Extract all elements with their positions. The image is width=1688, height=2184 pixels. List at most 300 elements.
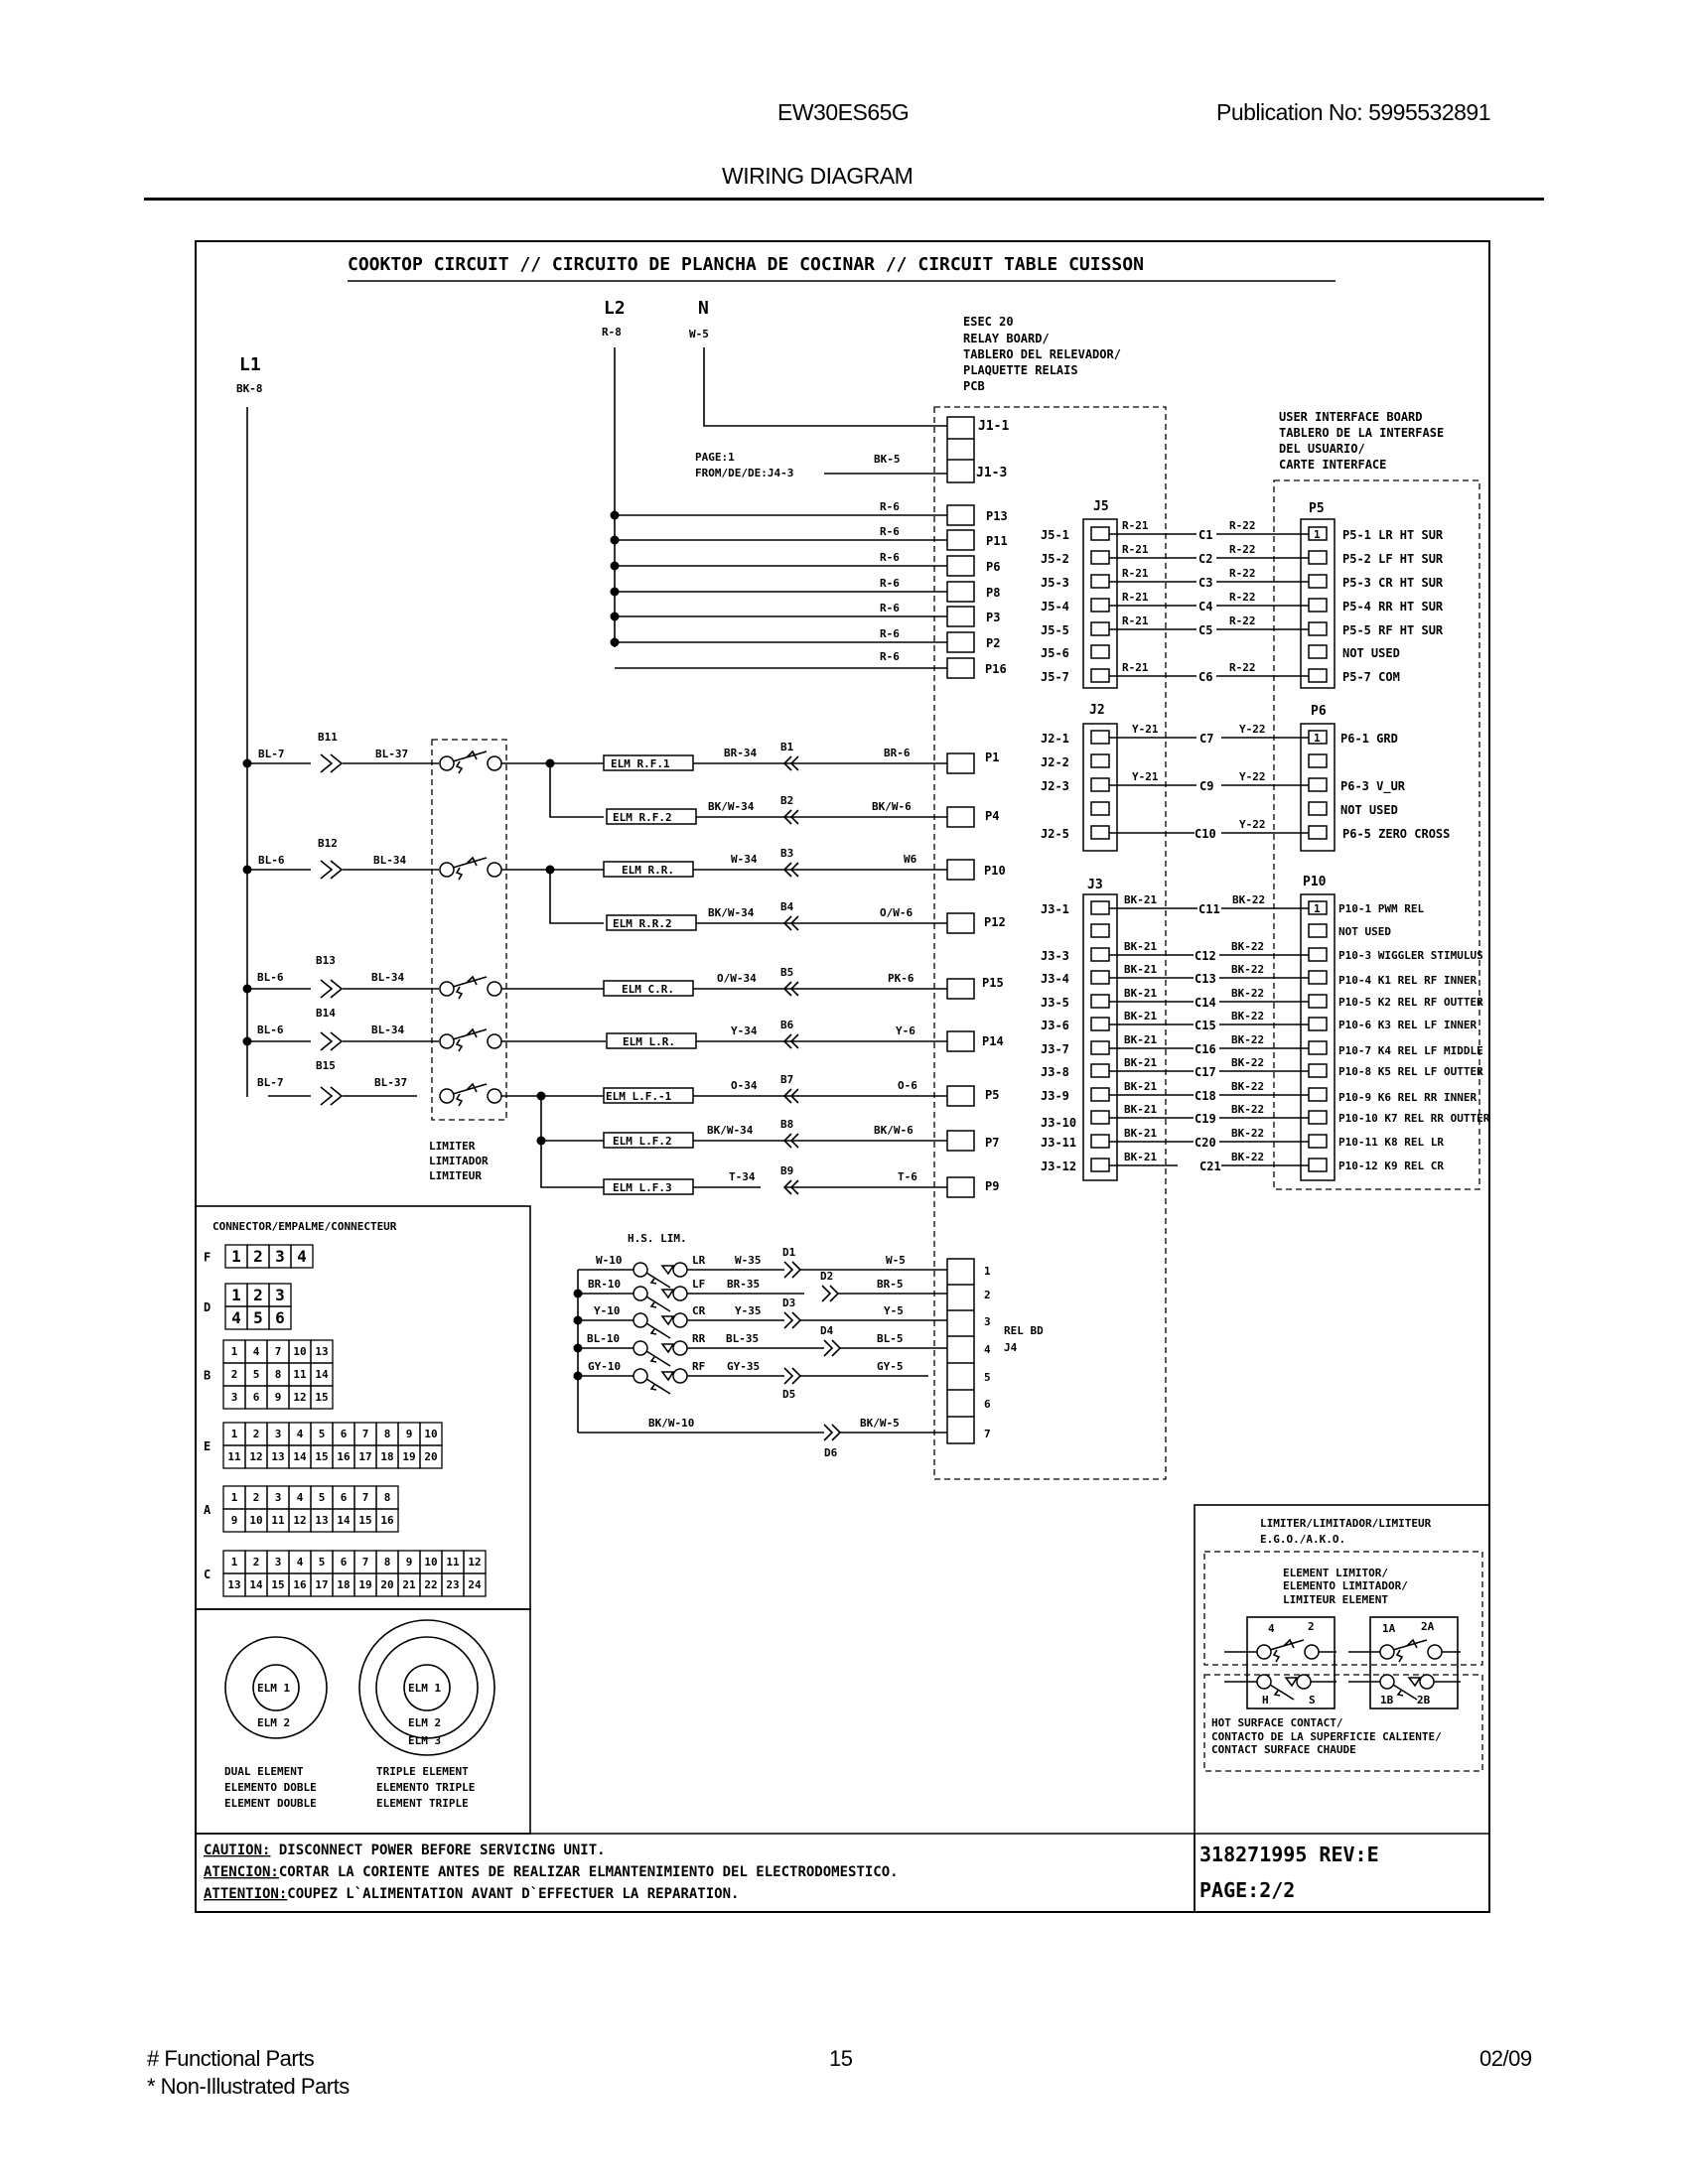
svg-text:17: 17 <box>315 1578 329 1591</box>
svg-text:P13: P13 <box>986 509 1008 523</box>
svg-text:D1: D1 <box>782 1246 796 1259</box>
svg-text:P10-1 PWM REL: P10-1 PWM REL <box>1338 902 1425 915</box>
svg-text:REL BD: REL BD <box>1004 1324 1044 1337</box>
svg-text:R-6: R-6 <box>880 500 900 513</box>
svg-text:R-6: R-6 <box>880 602 900 614</box>
svg-text:C13: C13 <box>1195 972 1216 986</box>
svg-text:9: 9 <box>274 1391 282 1404</box>
j1-1-label: J1-1 <box>978 419 1010 434</box>
svg-text:BR-10: BR-10 <box>588 1278 622 1291</box>
svg-text:BK-21: BK-21 <box>1124 1033 1158 1046</box>
svg-text:BK-21: BK-21 <box>1124 893 1158 906</box>
limiter-legend <box>1204 1517 1482 1771</box>
svg-text:LIMITADOR: LIMITADOR <box>429 1155 489 1167</box>
svg-text:6: 6 <box>340 1428 348 1440</box>
svg-text:7: 7 <box>361 1556 369 1569</box>
svg-text:J3-9: J3-9 <box>1041 1089 1069 1103</box>
svg-text:B3: B3 <box>780 847 794 860</box>
page-indicator: PAGE:2/2 <box>1199 1878 1296 1902</box>
svg-text:1: 1 <box>1314 732 1321 745</box>
svg-text:BL-35: BL-35 <box>726 1332 760 1345</box>
svg-text:CONTACTO DE LA SUPERFICIE CALI: CONTACTO DE LA SUPERFICIE CALIENTE/ <box>1211 1730 1442 1743</box>
svg-text:12: 12 <box>293 1391 307 1404</box>
svg-text:14: 14 <box>315 1368 329 1381</box>
svg-text:B8: B8 <box>780 1118 794 1131</box>
svg-text:P5-1 LR HT SUR: P5-1 LR HT SUR <box>1342 528 1444 542</box>
svg-text:P11: P11 <box>986 534 1008 548</box>
svg-text:BK/W-34: BK/W-34 <box>707 1124 754 1137</box>
svg-text:15: 15 <box>358 1514 372 1527</box>
ui-board-label <box>1279 410 1444 472</box>
svg-text:11: 11 <box>446 1556 460 1569</box>
svg-text:P10-6 K3 REL LF INNER: P10-6 K3 REL LF INNER <box>1338 1019 1477 1031</box>
svg-text:C: C <box>204 1568 211 1581</box>
svg-text:BK-21: BK-21 <box>1124 963 1158 976</box>
svg-text:C19: C19 <box>1195 1112 1216 1126</box>
relay-board-label <box>963 315 1121 393</box>
svg-text:3: 3 <box>275 1286 285 1304</box>
svg-text:CAUTION: DISCONNECT POWER BEFO: CAUTION: DISCONNECT POWER BEFORE SERVICING UNIT. <box>204 1843 606 1858</box>
svg-text:BK-22: BK-22 <box>1231 987 1265 1000</box>
svg-text:C17: C17 <box>1195 1065 1216 1079</box>
svg-text:24: 24 <box>468 1578 482 1591</box>
svg-text:C7: C7 <box>1199 732 1214 746</box>
svg-text:5: 5 <box>318 1428 326 1440</box>
svg-text:P3: P3 <box>986 611 1001 624</box>
footer-date: 02/09 <box>1479 2046 1532 2071</box>
svg-text:BL-34: BL-34 <box>371 1024 405 1036</box>
svg-text:LIMITEUR ELEMENT: LIMITEUR ELEMENT <box>1283 1593 1388 1606</box>
svg-text:2: 2 <box>1308 1620 1315 1633</box>
svg-text:BK-22: BK-22 <box>1231 1151 1265 1163</box>
j5-label: J5 <box>1093 499 1109 514</box>
svg-text:2: 2 <box>252 1428 260 1440</box>
svg-text:1: 1 <box>230 1556 238 1569</box>
svg-text:12: 12 <box>249 1450 263 1463</box>
svg-text:13: 13 <box>227 1578 241 1591</box>
p5-label: P5 <box>1309 501 1325 516</box>
svg-text:4: 4 <box>231 1308 241 1327</box>
svg-text:BK-22: BK-22 <box>1231 1010 1265 1023</box>
svg-text:P5-7 COM: P5-7 COM <box>1342 670 1400 684</box>
svg-text:P5: P5 <box>985 1088 1000 1102</box>
svg-text:P10-12 K9 REL CR: P10-12 K9 REL CR <box>1338 1160 1444 1172</box>
svg-text:Y-5: Y-5 <box>884 1304 904 1317</box>
svg-text:H.S. LIM.: H.S. LIM. <box>628 1232 687 1245</box>
svg-text:B11: B11 <box>318 731 338 744</box>
svg-text:6: 6 <box>252 1391 260 1404</box>
svg-text:P5-4 RR HT SUR: P5-4 RR HT SUR <box>1342 600 1444 614</box>
svg-text:S: S <box>1309 1694 1316 1706</box>
svg-text:ELM L.R.: ELM L.R. <box>623 1035 675 1048</box>
svg-text:J3-7: J3-7 <box>1041 1042 1069 1056</box>
svg-text:8: 8 <box>383 1428 391 1440</box>
l2-taps <box>611 500 1008 678</box>
svg-text:3: 3 <box>274 1556 282 1569</box>
svg-text:LIMITER/LIMITADOR/LIMITEUR: LIMITER/LIMITADOR/LIMITEUR <box>1260 1517 1432 1530</box>
connector-d <box>204 1284 291 1329</box>
svg-text:BL-34: BL-34 <box>373 854 407 867</box>
svg-text:LR: LR <box>692 1254 706 1267</box>
svg-text:BK-21: BK-21 <box>1124 1127 1158 1140</box>
svg-text:W-34: W-34 <box>731 853 758 866</box>
svg-text:B12: B12 <box>318 837 338 850</box>
svg-text:R-21: R-21 <box>1122 567 1149 580</box>
svg-text:O/W-6: O/W-6 <box>880 906 914 919</box>
svg-text:Y-34: Y-34 <box>731 1024 758 1037</box>
svg-text:P6: P6 <box>986 560 1001 574</box>
svg-text:J3-5: J3-5 <box>1041 996 1069 1010</box>
page-ref-2: FROM/DE/DE:J4-3 <box>695 467 794 479</box>
n-wire: W-5 <box>689 328 709 341</box>
svg-text:O-34: O-34 <box>731 1079 758 1092</box>
svg-text:BK/W-6: BK/W-6 <box>872 800 912 813</box>
j2-label: J2 <box>1089 703 1105 718</box>
svg-text:BK-22: BK-22 <box>1231 1127 1265 1140</box>
connector-f <box>204 1245 313 1268</box>
svg-text:T-6: T-6 <box>898 1170 917 1183</box>
svg-text:4: 4 <box>296 1556 304 1569</box>
svg-text:BK-22: BK-22 <box>1232 893 1266 906</box>
svg-text:Y-22: Y-22 <box>1239 723 1266 736</box>
svg-text:6: 6 <box>340 1491 348 1504</box>
svg-text:R-21: R-21 <box>1122 519 1149 532</box>
svg-text:D6: D6 <box>824 1446 838 1459</box>
svg-text:2: 2 <box>252 1556 260 1569</box>
svg-text:R-21: R-21 <box>1122 591 1149 604</box>
svg-text:BL-7: BL-7 <box>257 1076 284 1089</box>
j3-label: J3 <box>1087 878 1103 892</box>
svg-text:12: 12 <box>293 1514 307 1527</box>
svg-text:J3-11: J3-11 <box>1041 1136 1077 1150</box>
svg-text:R-21: R-21 <box>1122 661 1149 674</box>
svg-text:1: 1 <box>230 1345 238 1358</box>
svg-text:P15: P15 <box>982 976 1004 990</box>
svg-text:P5-5 RF HT SUR: P5-5 RF HT SUR <box>1342 623 1444 637</box>
svg-text:14: 14 <box>249 1578 263 1591</box>
svg-text:R-22: R-22 <box>1229 519 1256 532</box>
svg-text:BK-21: BK-21 <box>1124 1103 1158 1116</box>
svg-text:C6: C6 <box>1198 670 1213 684</box>
svg-text:BR-6: BR-6 <box>884 747 911 759</box>
svg-text:Y-6: Y-6 <box>896 1024 915 1037</box>
document-number: 318271995 REV:E <box>1199 1843 1379 1866</box>
svg-text:E.G.O./A.K.O.: E.G.O./A.K.O. <box>1260 1533 1346 1546</box>
page-ref-wire: BK-5 <box>874 453 901 466</box>
svg-text:USER INTERFACE BOARD: USER INTERFACE BOARD <box>1279 410 1423 424</box>
svg-text:1A: 1A <box>1382 1622 1396 1635</box>
svg-text:ELM 2: ELM 2 <box>257 1716 291 1729</box>
svg-text:C10: C10 <box>1195 827 1216 841</box>
svg-text:R-6: R-6 <box>880 627 900 640</box>
svg-text:5: 5 <box>984 1371 991 1384</box>
svg-text:B13: B13 <box>316 954 336 967</box>
svg-text:21: 21 <box>402 1578 416 1591</box>
svg-text:J2-2: J2-2 <box>1041 755 1069 769</box>
svg-text:D3: D3 <box>782 1297 796 1309</box>
svg-text:CONTACT SURFACE CHAUDE: CONTACT SURFACE CHAUDE <box>1211 1743 1356 1756</box>
svg-text:4: 4 <box>984 1343 991 1356</box>
svg-text:ATTENTION:COUPEZ L`ALIMENTATIO: ATTENTION:COUPEZ L`ALIMENTATION AVANT D`EFFECTUER LA REPARATION. <box>204 1886 740 1902</box>
svg-text:Y-21: Y-21 <box>1132 723 1159 736</box>
l2-label: L2 <box>604 298 626 319</box>
svg-text:C4: C4 <box>1198 600 1213 614</box>
svg-text:Y-21: Y-21 <box>1132 770 1159 783</box>
svg-text:BL-7: BL-7 <box>258 748 285 760</box>
svg-text:P10-5 K2 REL RF OUTTER: P10-5 K2 REL RF OUTTER <box>1338 996 1483 1009</box>
limiter-box <box>432 740 506 1120</box>
svg-text:BL-6: BL-6 <box>257 1024 284 1036</box>
svg-text:ELM L.F.2: ELM L.F.2 <box>613 1135 672 1148</box>
svg-text:P10-9 K6 REL RR INNER: P10-9 K6 REL RR INNER <box>1338 1091 1477 1104</box>
svg-text:P10-11 K8 REL LR: P10-11 K8 REL LR <box>1338 1136 1444 1149</box>
svg-text:B1: B1 <box>780 741 794 753</box>
svg-text:3: 3 <box>274 1491 282 1504</box>
svg-text:19: 19 <box>358 1578 372 1591</box>
svg-text:13: 13 <box>271 1450 285 1463</box>
svg-text:23: 23 <box>446 1578 460 1591</box>
svg-text:2: 2 <box>230 1368 238 1381</box>
svg-text:J3-8: J3-8 <box>1041 1065 1069 1079</box>
svg-text:LIMITER: LIMITER <box>429 1140 476 1153</box>
svg-text:15: 15 <box>315 1450 329 1463</box>
svg-text:B6: B6 <box>780 1019 794 1031</box>
l1-label: L1 <box>239 354 261 375</box>
svg-text:P9: P9 <box>985 1179 1000 1193</box>
svg-text:J5-6: J5-6 <box>1041 646 1069 660</box>
svg-text:RELAY BOARD/: RELAY BOARD/ <box>963 332 1050 345</box>
svg-text:P6-1 GRD: P6-1 GRD <box>1340 732 1398 746</box>
svg-text:C16: C16 <box>1195 1042 1216 1056</box>
svg-text:22: 22 <box>424 1578 438 1591</box>
svg-text:ELM L.F.-1: ELM L.F.-1 <box>606 1090 672 1103</box>
svg-text:T-34: T-34 <box>729 1170 756 1183</box>
svg-text:1: 1 <box>230 1491 238 1504</box>
svg-text:DEL USUARIO/: DEL USUARIO/ <box>1279 442 1365 456</box>
connector-legend <box>204 1245 486 1596</box>
svg-text:C15: C15 <box>1195 1019 1216 1032</box>
svg-text:BK-21: BK-21 <box>1124 1056 1158 1069</box>
svg-text:R-21: R-21 <box>1122 614 1149 627</box>
svg-text:12: 12 <box>468 1556 482 1569</box>
svg-text:J5-5: J5-5 <box>1041 623 1069 637</box>
svg-text:W-35: W-35 <box>735 1254 762 1267</box>
svg-text:BL-6: BL-6 <box>258 854 285 867</box>
svg-text:1: 1 <box>230 1428 238 1440</box>
svg-text:6: 6 <box>984 1398 991 1411</box>
svg-text:GY-10: GY-10 <box>588 1360 622 1373</box>
svg-text:BK/W-6: BK/W-6 <box>874 1124 914 1137</box>
svg-text:R-22: R-22 <box>1229 591 1256 604</box>
svg-text:ELM R.R.: ELM R.R. <box>622 864 674 877</box>
svg-text:C14: C14 <box>1195 996 1216 1010</box>
svg-text:R-6: R-6 <box>880 577 900 590</box>
svg-text:R-22: R-22 <box>1229 567 1256 580</box>
svg-text:ELM R.F.2: ELM R.F.2 <box>613 811 672 824</box>
svg-text:2: 2 <box>253 1286 263 1304</box>
svg-text:7: 7 <box>361 1491 369 1504</box>
svg-text:B5: B5 <box>780 966 794 979</box>
svg-text:17: 17 <box>358 1450 372 1463</box>
svg-text:C12: C12 <box>1195 949 1216 963</box>
svg-text:BK-22: BK-22 <box>1231 1056 1265 1069</box>
svg-text:B9: B9 <box>780 1164 794 1177</box>
svg-text:NOT USED: NOT USED <box>1338 925 1391 938</box>
limiter-caption <box>429 1140 489 1182</box>
svg-text:1: 1 <box>984 1265 991 1278</box>
svg-text:P2: P2 <box>986 636 1001 650</box>
caution-block <box>204 1843 899 1902</box>
connector-a <box>204 1486 398 1532</box>
svg-text:PK-6: PK-6 <box>888 972 914 985</box>
svg-text:RR: RR <box>692 1332 706 1345</box>
svg-text:BL-6: BL-6 <box>257 971 284 984</box>
svg-text:7: 7 <box>984 1428 991 1440</box>
publication-label: Publication No: <box>1216 99 1363 125</box>
svg-text:LF: LF <box>692 1278 706 1291</box>
svg-text:3: 3 <box>230 1391 238 1404</box>
svg-text:P16: P16 <box>985 662 1007 676</box>
svg-text:J2-1: J2-1 <box>1041 732 1069 746</box>
svg-text:BK/W-34: BK/W-34 <box>708 800 755 813</box>
svg-text:10: 10 <box>249 1514 263 1527</box>
svg-text:BK/W-10: BK/W-10 <box>648 1417 695 1430</box>
svg-text:BR-5: BR-5 <box>877 1278 904 1291</box>
svg-text:5: 5 <box>253 1308 263 1327</box>
svg-text:J3-1: J3-1 <box>1041 902 1069 916</box>
svg-text:A: A <box>204 1503 211 1517</box>
page-ref-1: PAGE:1 <box>695 451 735 464</box>
svg-text:14: 14 <box>293 1450 307 1463</box>
svg-text:P8: P8 <box>986 586 1001 600</box>
svg-text:J3-4: J3-4 <box>1041 972 1069 986</box>
svg-text:BK-21: BK-21 <box>1124 1080 1158 1093</box>
svg-text:BK/W-5: BK/W-5 <box>860 1417 900 1430</box>
connector-c <box>204 1551 486 1596</box>
svg-text:P1: P1 <box>985 751 1000 764</box>
svg-text:Y-22: Y-22 <box>1239 818 1266 831</box>
svg-text:8: 8 <box>274 1368 282 1381</box>
svg-text:ELEMENTO DOBLE: ELEMENTO DOBLE <box>224 1781 317 1794</box>
svg-text:1: 1 <box>231 1286 241 1304</box>
dual-element-diagram <box>224 1637 327 1810</box>
svg-text:14: 14 <box>337 1514 351 1527</box>
svg-text:BK-22: BK-22 <box>1231 1103 1265 1116</box>
model-number: EW30ES65G <box>777 99 910 125</box>
svg-text:5: 5 <box>252 1368 260 1381</box>
svg-text:20: 20 <box>424 1450 438 1463</box>
svg-text:C11: C11 <box>1198 902 1220 916</box>
svg-text:9: 9 <box>405 1428 413 1440</box>
svg-text:P10-7 K4 REL LF MIDDLE: P10-7 K4 REL LF MIDDLE <box>1338 1044 1483 1057</box>
svg-text:ELEMENTO TRIPLE: ELEMENTO TRIPLE <box>376 1781 476 1794</box>
svg-text:D5: D5 <box>782 1388 796 1401</box>
svg-text:C18: C18 <box>1195 1089 1216 1103</box>
svg-text:R-22: R-22 <box>1229 661 1256 674</box>
svg-text:P14: P14 <box>982 1034 1004 1048</box>
svg-text:4: 4 <box>297 1247 307 1266</box>
svg-text:BL-37: BL-37 <box>375 748 409 760</box>
svg-text:HOT SURFACE CONTACT/: HOT SURFACE CONTACT/ <box>1211 1716 1343 1729</box>
svg-text:J3-10: J3-10 <box>1041 1116 1077 1130</box>
svg-text:J3-12: J3-12 <box>1041 1160 1077 1173</box>
svg-text:BL-34: BL-34 <box>371 971 405 984</box>
svg-text:NOT USED: NOT USED <box>1342 646 1400 660</box>
svg-text:P5-3 CR HT SUR: P5-3 CR HT SUR <box>1342 576 1444 590</box>
svg-text:E: E <box>204 1439 211 1453</box>
footer-functional-parts: # Functional Parts <box>147 2046 315 2071</box>
svg-text:PCB: PCB <box>963 379 985 393</box>
svg-text:LIMITEUR: LIMITEUR <box>429 1169 482 1182</box>
svg-text:P7: P7 <box>985 1136 1000 1150</box>
svg-text:BK-22: BK-22 <box>1231 940 1265 953</box>
svg-text:J5-4: J5-4 <box>1041 600 1069 614</box>
hot-surface-limiters <box>574 1232 1045 1459</box>
svg-text:11: 11 <box>293 1368 307 1381</box>
svg-text:BR-34: BR-34 <box>724 747 758 759</box>
svg-text:J5-1: J5-1 <box>1041 528 1069 542</box>
svg-text:4: 4 <box>296 1491 304 1504</box>
svg-text:ESEC 20: ESEC 20 <box>963 315 1014 329</box>
svg-text:RF: RF <box>692 1360 706 1373</box>
svg-text:18: 18 <box>380 1450 394 1463</box>
svg-text:ATENCION:CORTAR LA CORIENTE AN: ATENCION:CORTAR LA CORIENTE ANTES DE REALIZAR ELMANTENIMIENTO DEL ELECTRODOMESTICO. <box>204 1864 899 1880</box>
footer-non-illustrated: * Non-Illustrated Parts <box>147 2074 350 2099</box>
svg-text:1B: 1B <box>1380 1694 1394 1706</box>
svg-text:ELEMENTO LIMITADOR/: ELEMENTO LIMITADOR/ <box>1283 1579 1408 1592</box>
svg-text:NOT USED: NOT USED <box>1340 803 1398 817</box>
svg-text:4: 4 <box>296 1428 304 1440</box>
svg-text:3: 3 <box>274 1428 282 1440</box>
svg-text:ELM 1: ELM 1 <box>408 1682 442 1695</box>
svg-text:R-21: R-21 <box>1122 543 1149 556</box>
svg-text:2: 2 <box>252 1491 260 1504</box>
svg-text:W-5: W-5 <box>886 1254 906 1267</box>
svg-text:C2: C2 <box>1198 552 1213 566</box>
svg-text:10: 10 <box>293 1345 307 1358</box>
svg-text:ELM 3: ELM 3 <box>408 1734 442 1747</box>
svg-text:ELEMENT LIMITOR/: ELEMENT LIMITOR/ <box>1283 1567 1388 1579</box>
svg-text:C21: C21 <box>1199 1160 1221 1173</box>
svg-text:P10-8 K5 REL LF OUTTER: P10-8 K5 REL LF OUTTER <box>1338 1065 1483 1078</box>
svg-text:ELM L.F.3: ELM L.F.3 <box>613 1181 672 1194</box>
l1-wire: BK-8 <box>236 382 263 395</box>
svg-text:B: B <box>204 1368 211 1383</box>
svg-text:Y-35: Y-35 <box>735 1304 762 1317</box>
svg-text:C20: C20 <box>1195 1136 1216 1150</box>
svg-text:TABLERO DEL RELEVADOR/: TABLERO DEL RELEVADOR/ <box>963 347 1121 361</box>
svg-text:5: 5 <box>318 1491 326 1504</box>
svg-text:CR: CR <box>692 1304 706 1317</box>
svg-text:J2-3: J2-3 <box>1041 779 1069 793</box>
diagram-title: COOKTOP CIRCUIT // CIRCUITO DE PLANCHA DE COCINAR // CIRCUIT TABLE CUISSON <box>348 254 1144 275</box>
svg-text:B14: B14 <box>316 1007 336 1020</box>
svg-text:15: 15 <box>315 1391 329 1404</box>
triple-element-diagram <box>359 1620 494 1810</box>
svg-text:Y-10: Y-10 <box>594 1304 621 1317</box>
svg-text:13: 13 <box>315 1345 329 1358</box>
svg-text:D: D <box>204 1300 211 1314</box>
svg-text:ELM 2: ELM 2 <box>408 1716 442 1729</box>
svg-text:DUAL ELEMENT: DUAL ELEMENT <box>224 1765 304 1778</box>
svg-text:H: H <box>1262 1694 1269 1706</box>
svg-text:16: 16 <box>337 1450 351 1463</box>
svg-text:P12: P12 <box>984 915 1006 929</box>
footer-page-number: 15 <box>829 2046 853 2071</box>
svg-text:P6-5 ZERO CROSS: P6-5 ZERO CROSS <box>1342 827 1451 841</box>
svg-text:J2-5: J2-5 <box>1041 827 1069 841</box>
connector-legend-title: CONNECTOR/EMPALME/CONNECTEUR <box>212 1220 397 1233</box>
